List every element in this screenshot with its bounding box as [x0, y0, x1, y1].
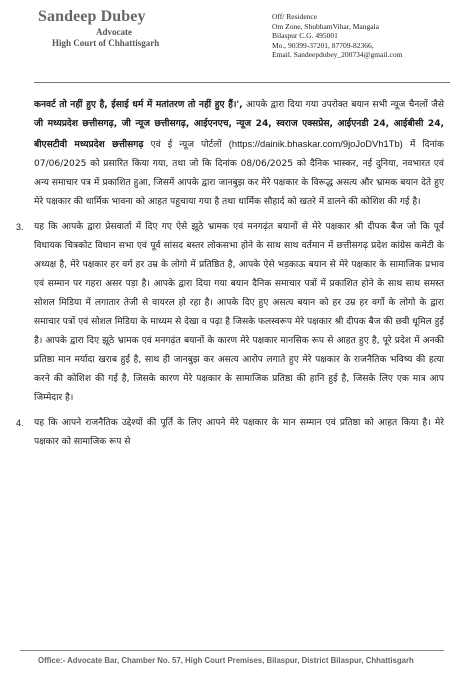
letter-body [16, 96, 444, 452]
office-address-footer: Office:- Advocate Bar, Chamber No. 57, High Court Premises, Bilaspur, District Bilaspur, Chhattisgarh [38, 656, 414, 665]
footer-divider [20, 650, 444, 651]
paragraph-continuation [34, 96, 444, 212]
address-line: Bilaspur C.G. 495001 [272, 31, 338, 41]
address-line: Email. Sandeepdubey_200734@gmail.com [272, 50, 403, 60]
address-line: Off/ Residence [272, 12, 318, 21]
letterhead-left [38, 8, 238, 48]
advocate-court: High Court of Chhattisgarh [52, 38, 160, 48]
body-text: एवं ई न्यूज पोर्टलों [143, 140, 229, 150]
address-line: Mo., 90399-37201, 87709-82366, [272, 40, 374, 50]
body-text: में दिनांक 07/06/2025 को प्रसारित किया गया, तथा जो कि दिनांक 08/06/2025 को दैनिक भास्कर, नई दुनिया, नवभारत एवं अन्य समाचार पत्र में प्रकाशित हुआ, जिसमें आपके द्वारा जानबुझ कर मेरे पक्षकार के विरूद्ध असत्य और भ्रामक बयान देते हुए मेरे पक्षकार की धार्मिक भावना को आहत पहुचाया गया है तथा धार्मिक सौहार्द को खतरे में डालने की कोशिश की गई है। [34, 140, 444, 207]
numbered-point-3 [16, 218, 444, 408]
quoted-statement: कनवर्ट तो नहीं हुए है, ईसाई धर्म में मतांतरण तो नहीं हुए हैं।', [34, 100, 243, 110]
advocate-name: Sandeep Dubey [38, 8, 146, 25]
body-text: आपके द्वारा दिया गया उपरोक्त बयान सभी न्यूज चैनलों जैसे [242, 100, 444, 110]
numbered-point-4 [16, 414, 444, 452]
address-line: Om Zone, ShubhamVihar, Mangala [272, 21, 379, 31]
point-text: यह कि आपने राजनैतिक उद्देश्यों की पूर्ति के लिए आपने मेरे पक्षकार के मान सम्मान एवं प्रतिष्ठा को आहत किया है। मेरे पक्षकार को सामाजिक रूप से [34, 418, 444, 447]
news-url: (https://dainik.bhaskar.com/9joJoDVh1Tb) [228, 138, 403, 149]
advocate-role: Advocate [96, 27, 132, 37]
letterhead-address [272, 12, 452, 60]
point-text: यह कि आपके द्वारा प्रेसवार्ता में दिए गए ऐसे झूठे भ्रामक एवं मनगढ़ंत बयानों से मेरे पक्षकार श्री दीपक बैज जो कि पूर्व विधायक चित्रकोट विधान सभा एवं पूर्व सांसद बस्तर लोकसभा होने के साथ साथ वर्तमान में छत्तीसगढ़ प्रदेश कांग्रेस कमेटी के अध्यक्ष है, मेरे पक्षकार हर वर्ग हर उम्र के लोगो में प्रतिष्ठित है, आपके ऐसे भड़काऊ बयान से मेरे पक्षकार के सामाजिक प्रभाव एवं सम्मान पर गहरा असर पड़ा है। आपके द्वारा दिया गया बयान दैनिक समाचार पत्रों में प्रकाशित होने के साथ साथ समस्त सोशल मिडिया में लगातार तेजी से वायरल हो रहा है। आपके दिए हुए असत्य बयान को हर उम्र हर वर्गो के लोगो के द्वारा समाचार पत्रों एवं सोशल मिडिया के माध्यम से देखा व पढ़ा है जिसके फलस्वरूप मेरे पक्षकार श्री दीपक बैज की छवी धूमिल हुई है। आपके द्वारा दिए झूठे भ्रामक एवं मनगढ़ंत बयानों के कारण मेरे पक्षकार मानसिक रूप से आहत हुए है, पूरे प्रदेश में अनकी प्रतिष्ठा मान मर्यादा खराब हुई है, साथ ही जानबुझ कर असत्य आरोप लगाते हुए मेरे पक्षकार के राजनैतिक भविष्य की हत्या करने की कोशिश की गई है, जिसके कारण मेरे पक्षकार के सामाजिक प्रतिष्ठा की हानि हुई है, जिसके लिए एक मात्र आप जिम्मेदार है। [34, 222, 444, 403]
header-divider [34, 82, 450, 83]
news-channels-list: जी मध्यप्रदेश छत्तीसगढ़, जी न्यूज छत्तीसगढ़, आईएनएच, न्यूज 24, स्वराज एक्सप्रेस, आईएनडी 24, आईबीसी 24, बीएसटीवी मध्यप्रदेश छत्तीसगढ़ [34, 119, 444, 150]
point-number: 3. [16, 222, 24, 232]
point-number: 4. [16, 418, 24, 428]
